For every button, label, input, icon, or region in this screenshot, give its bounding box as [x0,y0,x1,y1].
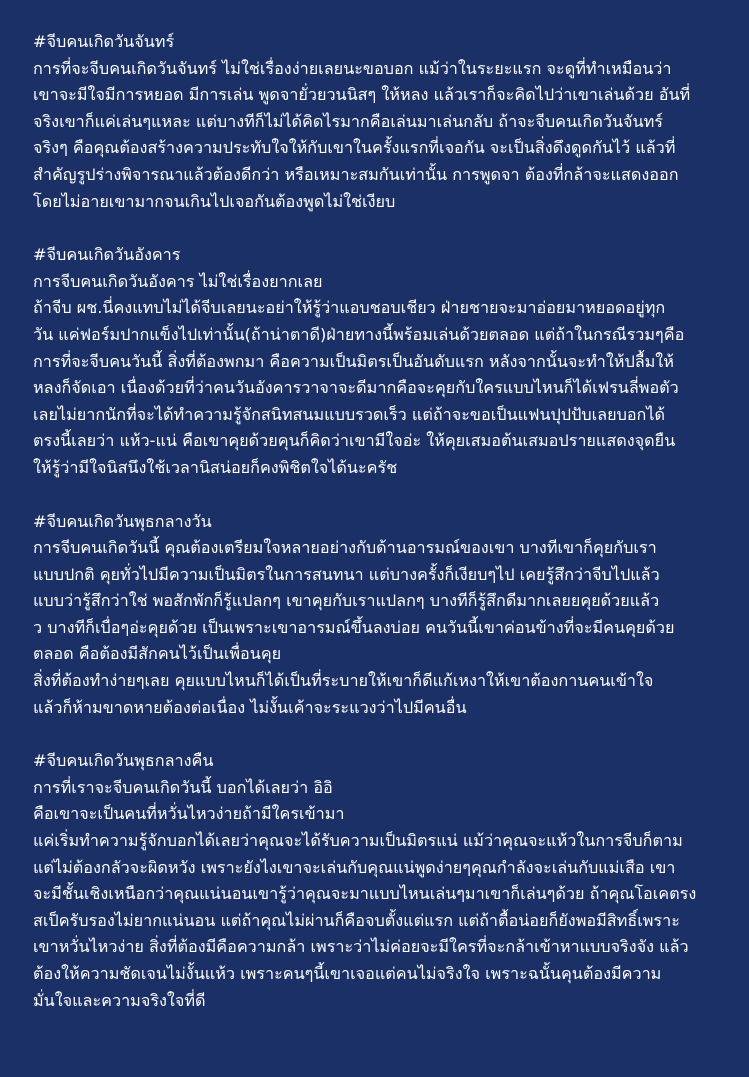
section-text-line: มั่นใจและความจริงใจที่ดี [33,990,206,1010]
section-text-line: เขาหวั่นไหวง่าย สิ่งที่ต้องมีคือความกล้า เพราะว่าไม่ค่อยจะมีใครที่จะกล้าเข้าหาแบบจริงจัง แล้ว [33,937,689,957]
section-text-line: แบบว่ารู้สึกว่าใช่ พอสักพักก็รู้แปลกๆ เขาคุยกับเราแปลกๆ บางทีก็รู้สึกดีมากเลยยคุยด้วยแล้ว [33,591,660,611]
section-spacer [33,215,725,242]
section-text-line: สิ่งที่ต้องทำง่ายๆเลย คุยแบบไหนก็ได้เป็นที่ระบายให้เขาก็ดีแก้เหงาให้เขาต้องกานคนเข้าใจ [33,671,654,691]
section-text-line: จริงเขาก็แค่เล่นๆแหละ แต่บางทีก็ไม่ได้คิดไรมากคือเล่นมาเล่นกลับ ถ้าจะจีบคนเกิดวันจันทร์ [33,111,663,131]
section-hashtag-heading: #จีบคนเกิดวันอังคาร [33,245,181,265]
section-text-line: หลงก็จัดเอา เนื่องด้วยที่ว่าคนวันอังคารวาจาจะดีมากคือจะคุยกับใครแบบไหนก็ได้เฟรนลี่พอตัว [33,378,679,398]
section-text-line: การจีบคนเกิดวันนี้ คุณต้องเตรียมใจหลายอย่างกับด้านอารมณ์ของเขา บางทีเขาก็คุยกับเรา [33,538,657,558]
section-text-line: ถ้าจีบ ผช.นี่คงแทบไม่ได้จีบเลยนะอย่าให้รู้ว่าแอบชอบเชียว ฝ่ายชายจะมาอ่อยมาหยอดอยู่ทุก [33,298,666,318]
post-section [33,242,725,481]
section-text-line: เลยไม่ยากนักที่จะได้ทำความรู้จักสนิทสนมแบบรวดเร็ว แต่ถ้าจะขอเป็นแฟนปุปปับเลยบอกได้ [33,404,666,424]
section-text-line: แล้วก็ห้ามขาดหายต้องต่อเนื่อง ไม่งั้นเค้าจะระแวงว่าไปมีคนอื่น [33,697,467,717]
section-hashtag-heading: #จีบคนเกิดวันพุธกลางวัน [33,511,212,531]
section-text-line: สำคัญรูปร่างพิจารณาแล้วต้องดีกว่า หรือเหมาะสมกันเท่านั้น การพูดจา ต้องที่กล้าจะแสดงออก [33,164,679,184]
section-text-line: วัน แค่ฟอร์มปากแข็งไปเท่านั้น(ถ้าน่าตาดี)ฝ่ายทางนี้พร้อมเล่นด้วยตลอด แต่ถ้าในกรณีรวมๆคือ [33,324,685,344]
section-text-line: ต้องให้ความชัดเจนไม่งั้นแห้ว เพราะคนๆนี้เขาเจอแต่คนไม่จริงใจ เพราะฉนั้นคุนต้องมีความ [33,964,662,983]
section-hashtag-heading: #จีบคนเกิดวันจันทร์ [33,32,175,51]
section-spacer [33,482,725,509]
section-text-line: การที่จะจีบคนเกิดวันจันทร์ ไม่ใช่เรื่องง่ายเลยนะขอบอก แม้ว่าในระยะแรก จะดูที่ทำเหมือนว่า [33,58,672,78]
section-text-line: ให้รู้ว่ามีใจนิสนึงใช้เวลานิสน่อยก็คงพิชิตใจได้นะครัช [33,457,398,477]
section-text-line: คือเขาจะเป็นคนที่หวั่นไหวง่ายถ้ามีใครเข้ามา [33,804,345,824]
document-body [33,29,725,1014]
section-text-line: แค่เริ่มทำความรู้จักบอกได้เลยว่าคุณจะได้รับความเป็นมิตรแน่ แม้ว่าคุณจะแห้วในการจีบก็ตาม [33,831,683,851]
section-text-line: การที่เราจะจีบคนเกิดวันนี้ บอกได้เลยว่า อิอิ [33,777,333,797]
section-spacer [33,721,725,748]
section-text-line: เขาจะมีใจมีการหยอด มีการเล่น พูดจายั่วยวนนิสๆ ให้หลง แล้วเราก็จะคิดไปว่าเขาเล่นด้วย อันที่ [33,85,691,105]
section-text-line: การที่จะจีบคนวันนี้ สิ่งที่ต้องพกมา คือความเป็นมิตรเป็นอันดับแรก หลังจากนั้นจะทำให้ปลื้มให้ [33,351,674,371]
section-text-line: จริงๆ คือคุณต้องสร้างความประทับใจให้กับเขาในครั้งแรกที่เจอกัน จะเป็นสิ่งดึงดูดกันไว้ แล้วที่ [33,138,676,158]
section-text-line: ตรงนี้เลยว่า แห้ว-แน่ คือเขาคุยด้วยคุนก็คิดว่าเขามีใจอ่ะ ให้คุยเสมอต้นเสมอปรายแสดงจุดยืน [33,431,676,451]
section-text-line: แต่ไม่ต้องกลัวจะผิดหวัง เพราะยังไงเขาจะเล่นกับคุณแน่พูดง่ายๆคุณกำลังจะเล่นกับแม่เสือ เขา [33,857,676,877]
section-text-line: การจีบคนเกิดวันอังคาร ไม่ใช่เรื่องยากเลย [33,271,323,291]
section-text-line: ว บางทีก็เบื่อๆอ่ะคุยด้วย เป็นเพราะเขาอารมณ์ขึ้นลงบ่อย คนวันนี้เขาค่อนข้างที่จะมีคนคุยด้วย [33,617,675,637]
post-section [33,29,725,215]
section-text-line: แบบปกติ คุยทั่วไปมีความเป็นมิตรในการสนทนา แต่บางครั้งก็เงียบๆไป เคยรู้สึกว่าจีบไปแล้ว [33,564,660,584]
section-text-line: จะมีชั้นเชิงเหนือกว่าคุณแน่นอนเขารู้ว่าคุณจะมาแบบไหนเล่นๆมาเขาก็เล่นๆด้วย ถ้าคุณโอเคตรง [33,884,697,904]
section-text-line: สเป็ครับรองไม่ยากแน่นอน แต่ถ้าคุณไม่ผ่านก็คือจบตั้งแต่แรก แต่ถ้าตื้อน่อยก็ยังพอมีสิทธิ์เพราะ [33,910,680,930]
section-text-line: โดยไม่อายเขามากจนเกินไปเจอกันต้องพูดไม่ใช่เงียบ [33,191,396,211]
post-section [33,748,725,1014]
section-text-line: ตลอด คือต้องมีสักคนไว้เป็นเพื่อนคุย [33,644,282,664]
section-hashtag-heading: #จีบคนเกิดวันพุธกลางคืน [33,751,214,771]
post-section [33,509,725,722]
